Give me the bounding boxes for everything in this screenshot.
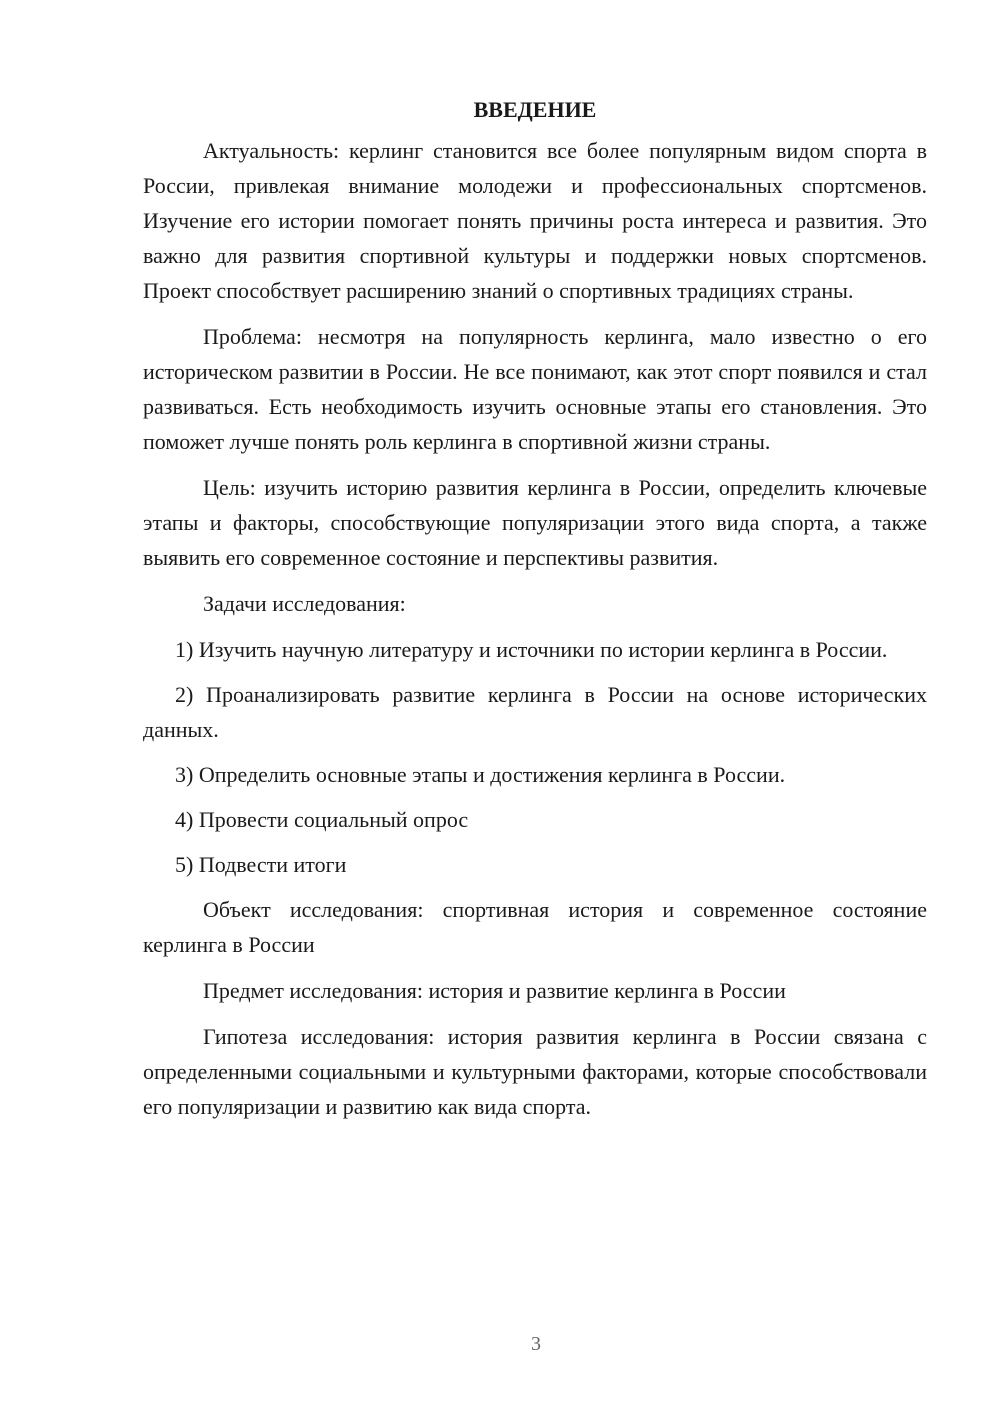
object-paragraph: Объект исследования: спортивная история и современное состояние керлинга в России [143, 897, 927, 957]
tasks-heading: Задачи исследования: [203, 591, 406, 616]
goal-paragraph: Цель: изучить историю развития керлинга в России, определить ключевые этапы и факторы, способствующие популяризации этого вида спорта, а также выявить его современное состояние и перспективы развития. [143, 475, 927, 570]
document-title: ВВЕДЕНИЕ [473, 97, 597, 122]
task-item-2: 2) Проанализировать развитие керлинга в России на основе исторических данных. [143, 682, 927, 742]
document-page [143, 92, 927, 1135]
relevance-paragraph: Актуальность: керлинг становится все более популярным видом спорта в России, привлекая внимание молодежи и профессиональных спортсменов. Изучение его истории помогает понять причины роста интереса и развития. Это важно для развития спортивной культуры и поддержки новых спортсменов. Проект способствует расширению знаний о спортивных традициях страны. [143, 138, 927, 303]
problem-paragraph: Проблема: несмотря на популярность керлинга, мало известно о его историческом развитии в России. Не все понимают, как этот спорт появился и стал развиваться. Есть необходимость изучить основные этапы его становления. Это поможет лучше понять роль керлинга в спортивной жизни страны. [143, 324, 927, 454]
task-item-5: 5) Подвести итоги [175, 852, 347, 877]
task-item-4: 4) Провести социальный опрос [175, 807, 469, 832]
task-item-3: 3) Определить основные этапы и достижения керлинга в России. [175, 762, 786, 787]
task-item-1: 1) Изучить научную литературу и источники по истории керлинга в России. [175, 637, 888, 662]
page-number: 3 [531, 1333, 541, 1355]
subject-paragraph: Предмет исследования: история и развитие керлинга в России [203, 978, 786, 1003]
hypothesis-paragraph: Гипотеза исследования: история развития керлинга в России связана с определенными социальными и культурными факторами, которые способствовали его популяризации и развитию как вида спорта. [143, 1024, 927, 1119]
